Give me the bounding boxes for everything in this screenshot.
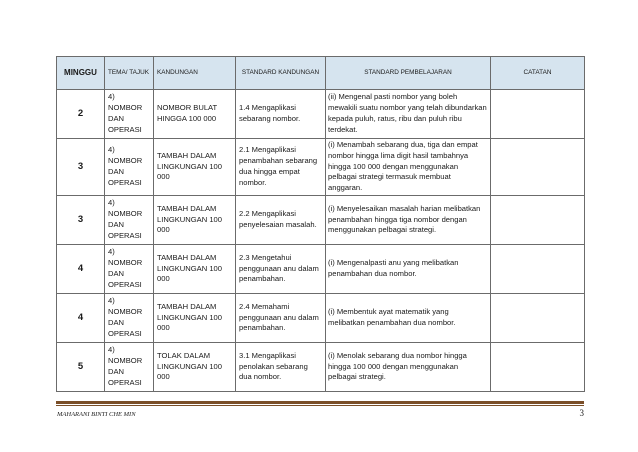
cell-standard-pembelajaran: (i) Menyelesaikan masalah harian melibatkan penambahan hingga tiga nombor dengan menggunakan pelbagai strategi.: [326, 195, 491, 244]
cell-kandungan: TOLAK DALAM LINGKUNGAN 100 000: [154, 342, 236, 391]
cell-standard-kandungan: 2.4 Memahami penggunaan anu dalam penambahan.: [236, 293, 326, 342]
cell-kandungan: TAMBAH DALAM LINGKUNGAN 100 000: [154, 195, 236, 244]
page-number: 3: [579, 408, 584, 418]
cell-catatan: [491, 139, 585, 196]
cell-standard-pembelajaran: (ii) Mengenal pasti nombor yang boleh mewakili suatu nombor yang telah dibundarkan kepada puluh, ratus, ribu dan puluh ribu terdekat.: [326, 90, 491, 139]
table-row: [57, 342, 585, 391]
table-row: [57, 244, 585, 293]
cell-standard-kandungan: 3.1 Mengaplikasi penolakan sebarang dua nombor.: [236, 342, 326, 391]
table-row: [57, 139, 585, 196]
footer-author: MAHARANI BINTI CHE MIN: [57, 411, 136, 418]
cell-tema: 4) NOMBOR DAN OPERASI: [105, 195, 154, 244]
cell-minggu: 5: [57, 342, 105, 391]
cell-catatan: [491, 195, 585, 244]
table-row: [57, 293, 585, 342]
footer-rule-thin: [56, 405, 584, 406]
header-standard-kandungan: STANDARD KANDUNGAN: [236, 57, 326, 90]
cell-standard-kandungan: 1.4 Mengaplikasi sebarang nombor.: [236, 90, 326, 139]
cell-tema: 4) NOMBOR DAN OPERASI: [105, 90, 154, 139]
cell-tema: 4) NOMBOR DAN OPERASI: [105, 293, 154, 342]
header-standard-pembelajaran: STANDARD PEMBELAJARAN: [326, 57, 491, 90]
cell-kandungan: TAMBAH DALAM LINGKUNGAN 100 000: [154, 139, 236, 196]
cell-catatan: [491, 293, 585, 342]
header-catatan: CATATAN: [491, 57, 585, 90]
header-tema: TEMA/ TAJUK: [105, 57, 154, 90]
cell-tema: 4) NOMBOR DAN OPERASI: [105, 342, 154, 391]
header-kandungan: KANDUNGAN: [154, 57, 236, 90]
cell-kandungan: TAMBAH DALAM LINGKUNGAN 100 000: [154, 244, 236, 293]
cell-kandungan: TAMBAH DALAM LINGKUNGAN 100 000: [154, 293, 236, 342]
cell-standard-pembelajaran: (i) Mengenalpasti anu yang melibatkan penambahan dua nombor.: [326, 244, 491, 293]
footer-rule: [56, 401, 584, 404]
header-minggu: MINGGU: [57, 57, 105, 90]
cell-catatan: [491, 342, 585, 391]
lesson-plan-table: [56, 56, 585, 392]
cell-catatan: [491, 244, 585, 293]
cell-standard-kandungan: 2.2 Mengaplikasi penyelesaian masalah.: [236, 195, 326, 244]
table-header-row: [57, 57, 585, 90]
cell-tema: 4) NOMBOR DAN OPERASI: [105, 139, 154, 196]
table-row: [57, 90, 585, 139]
cell-catatan: [491, 90, 585, 139]
cell-standard-pembelajaran: (i) Menambah sebarang dua, tiga dan empat nombor hingga lima digit hasil tambahnya hingga 100 000 dengan menggunakan pelbagai strategi termasuk membuat anggaran.: [326, 139, 491, 196]
table-row: [57, 195, 585, 244]
cell-minggu: 4: [57, 244, 105, 293]
cell-standard-kandungan: 2.3 Mengetahui penggunaan anu dalam penambahan.: [236, 244, 326, 293]
cell-minggu: 2: [57, 90, 105, 139]
cell-minggu: 3: [57, 139, 105, 196]
cell-tema: 4) NOMBOR DAN OPERASI: [105, 244, 154, 293]
cell-kandungan: NOMBOR BULAT HINGGA 100 000: [154, 90, 236, 139]
cell-minggu: 3: [57, 195, 105, 244]
cell-standard-pembelajaran: (i) Menolak sebarang dua nombor hingga hingga 100 000 dengan menggunakan pelbagai strategi.: [326, 342, 491, 391]
cell-standard-pembelajaran: (i) Membentuk ayat matematik yang melibatkan penambahan dua nombor.: [326, 293, 491, 342]
cell-minggu: 4: [57, 293, 105, 342]
cell-standard-kandungan: 2.1 Mengaplikasi penambahan sebarang dua hingga empat nombor.: [236, 139, 326, 196]
